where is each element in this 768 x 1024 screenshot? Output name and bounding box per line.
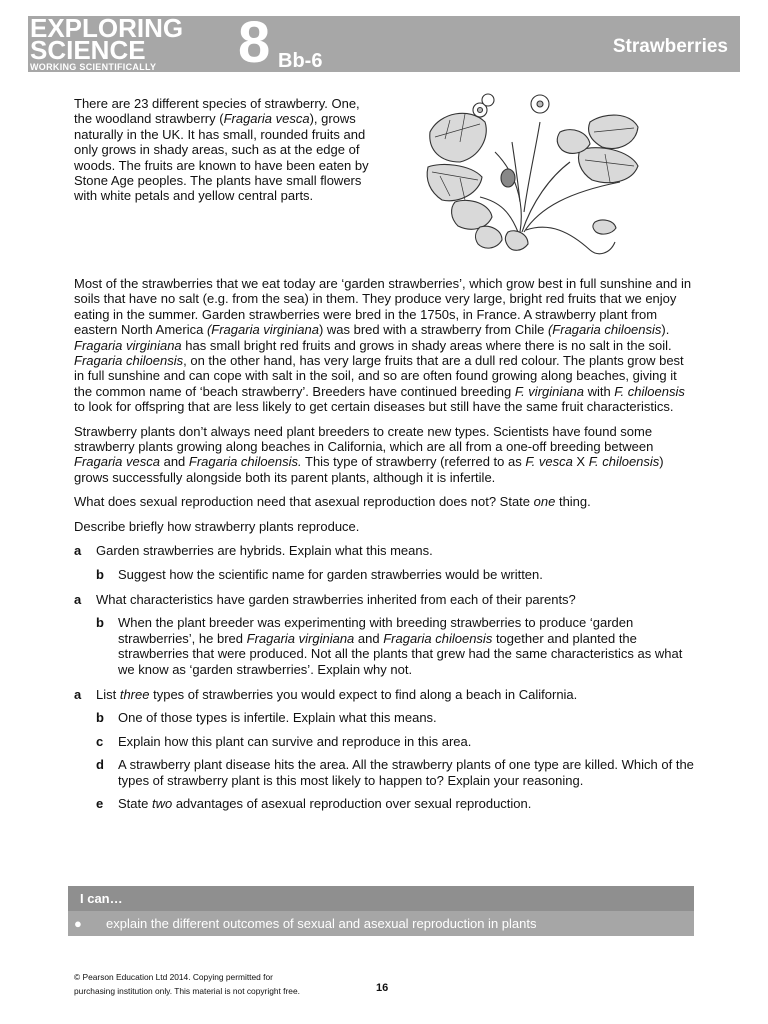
intro-text: There are 23 different species of strawberry. One, the woodland strawberry (: [74, 96, 360, 127]
intro-paragraph: [74, 96, 374, 204]
unit-number: 8: [238, 10, 271, 75]
question-5a: a List three types of strawberries you would expect to find along a beach in California.: [74, 686, 578, 702]
leaf-shape: [476, 226, 502, 248]
intro-species-name: Fragaria vesca: [223, 111, 310, 127]
header-banner: [28, 10, 740, 75]
page-number: 16: [376, 982, 389, 994]
i-can-item-text: explain the different outcomes of sexual and asexual reproduction in plants: [106, 916, 537, 931]
leaf-shape: [452, 200, 492, 229]
question-4b: b When the plant breeder was experimenting with breeding strawberries to produce ‘garden strawberries’, he bred Fragaria virginiana and Fragaria chiloensis together and planted the strawberries that were produced. Not all the plants that grew had the same characteristics as what we know as ‘garden strawberries’. Explain why not.: [96, 615, 683, 677]
question-2: Describe briefly how strawberry plants reproduce.: [74, 518, 360, 534]
intro-text: ), grows naturally in the UK. It has small, rounded fruits and only grows in shady areas, such as at the edge of woods. The fruits are known to have been eaten by Stone Age peoples. The plants have small flowers with white petals and yellow central parts.: [74, 111, 369, 204]
bullet-icon: ●: [74, 916, 82, 931]
question-3a: a Garden strawberries are hybrids. Explain what this means.: [74, 543, 433, 559]
question-5d: d A strawberry plant disease hits the area. All the strawberry plants of one type are killed. Which of the types of strawberry plant is this most likely to happen to? Explain your reasoning.: [96, 757, 694, 788]
question-5c: c Explain how this plant can survive and reproduce in this area.: [96, 733, 472, 749]
paragraph-california-strawberries: Strawberry plants don’t always need plant breeders to create new types. Scientists have found some strawberry plants growing along beaches in California, which are all from a one-off breeding between Fragaria vesca and Fragaria chiloensis. This type of strawberry (referred to as F. vesca X F. chiloensis) grows successfully alongside both its parent plants, although it is infertile.: [74, 423, 664, 485]
question-5e: e State two advantages of asexual reproduction over sexual reproduction.: [96, 795, 532, 811]
question-3b: b Suggest how the scientific name for garden strawberries would be written.: [96, 566, 543, 582]
leaf-shape: [557, 130, 590, 154]
question-4a: a What characteristics have garden strawberries inherited from each of their parents?: [74, 591, 576, 607]
exploring-science-logo: [30, 13, 220, 72]
copyright-line-2: purchasing institution only. This material is not copyright free.: [74, 986, 300, 996]
question-1: What does sexual reproduction need that asexual reproduction does not? State one thing.: [74, 494, 591, 510]
page-title: Strawberries: [612, 36, 728, 57]
leaf-shape: [430, 113, 486, 162]
logo-line-exploring: EXPLORING: [30, 13, 184, 43]
i-can-box: [68, 886, 694, 936]
main-content: [74, 276, 696, 819]
question-5b: b One of those types is infertile. Explain what this means.: [96, 710, 437, 726]
copyright-line-1: © Pearson Education Ltd 2014. Copying permitted for: [74, 972, 273, 982]
i-can-heading: I can…: [68, 886, 694, 911]
logo-line-science: SCIENCE: [30, 35, 146, 65]
paragraph-garden-strawberries: Most of the strawberries that we eat today are ‘garden strawberries’, which grow best in full sunshine and in soils that have no salt (e.g. from the sea) in them. They produce very large, bright red fruits that we enjoy eating in the summer. Garden strawberries were bred in the 1750s, in France. A strawberry plant from eastern North America (Fragaria virginiana) was bred with a strawberry from Chile (Fragaria chiloensis). Fragaria virginiana has small bright red fruits and grows in shady areas where there is no salt in the soil. Fragaria chiloensis, on the other hand, has very large fruits that are a dull red colour. The plants grow best in full sunshine and can cope with salt in the soil, and so are often found growing along beaches, giving it the common name of ‘beach strawberry’. Breeders have continued breeding F. virginiana with F. chiloensis to look for offspring that are less likely to get certain diseases but still have the same fruit characteristics.: [74, 276, 692, 415]
logo-line-working-scientifically: WORKING SCIENTIFICALLY: [30, 62, 157, 72]
leaf-shape: [427, 164, 482, 200]
unit-code: Bb-6: [278, 50, 323, 72]
strawberry-plant-illustration: [420, 92, 660, 272]
i-can-item: [68, 911, 694, 936]
leaf-shape: [593, 220, 616, 234]
leaf-shape: [505, 231, 528, 251]
copyright-footer: [74, 970, 300, 998]
